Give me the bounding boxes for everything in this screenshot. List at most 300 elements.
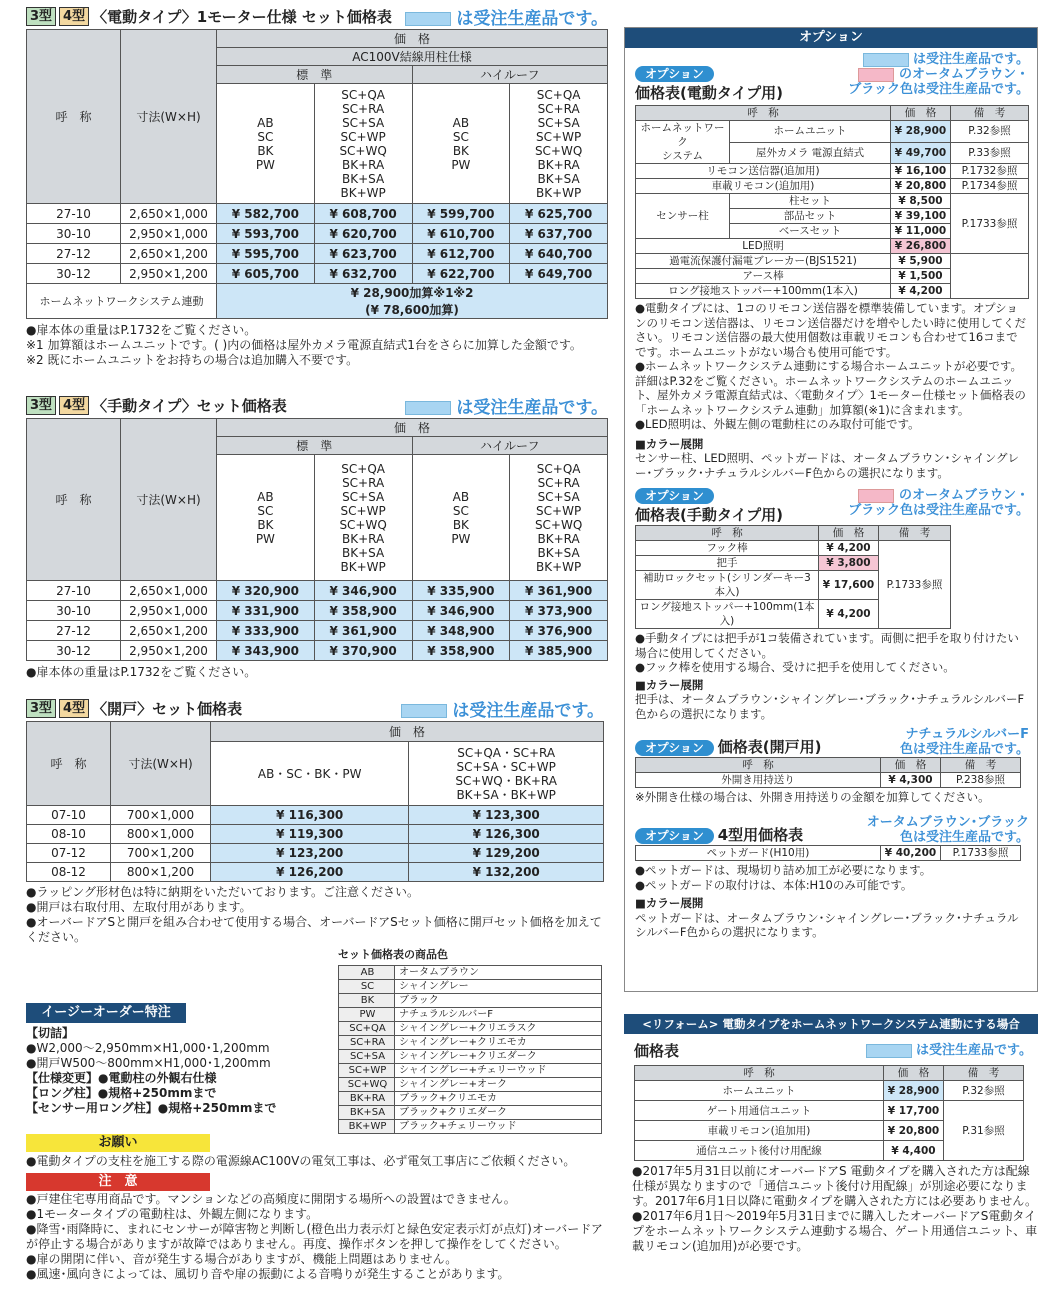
table-row: [339, 1064, 602, 1078]
table-cell: ¥ 3,800: [819, 556, 879, 571]
table-cell: ¥ 132,200: [409, 863, 604, 882]
table-row: [27, 244, 608, 264]
table-cell: P.1733参照: [941, 846, 1021, 861]
section-header: [26, 394, 608, 416]
made-to-order-swatch: [405, 401, 451, 415]
table-cell: ¥ 346,900: [314, 581, 412, 601]
table-cell: 27-12: [27, 244, 121, 264]
note-line: センサー柱、LED照明、ペットガードは、オータムブラウン･シャイングレー･ブラック･ナチュラルシルバーF色からの選択になります。: [635, 451, 1019, 480]
table-cell: BK+RA: [339, 1092, 395, 1106]
table-cell: ¥ 20,800: [891, 179, 951, 194]
table-cell: ¥ 348,900: [412, 621, 510, 641]
color-group-2: SC+QA SC+RA SC+SA SC+WP SC+WQ BK+RA BK+SA BK+WP: [314, 84, 412, 204]
table-cell: 寸法(W×H): [121, 419, 217, 581]
section-gate: [26, 697, 604, 945]
table-cell: ¥ 640,700: [510, 244, 608, 264]
table-cell: 30-12: [27, 264, 121, 284]
table-cell: ¥ 623,700: [314, 244, 412, 264]
table-row: [635, 1066, 1024, 1081]
note-line: ●1モータータイプの電動柱は、外観左側になります。: [26, 1207, 319, 1221]
note-line: ●W2,000～2,950mm×H1,000･1,200mm: [26, 1041, 270, 1055]
table-row: [636, 106, 1029, 121]
reform-notes: [624, 1164, 1038, 1254]
table-cell: 価 格: [891, 106, 951, 121]
request-text: ●電動タイプの支柱を施工する際の電源線AC100Vの電気工事は、必ず電気工事店にご依頼ください。: [26, 1154, 576, 1168]
table-cell: 08-12: [27, 863, 111, 882]
table-row: [635, 1101, 1024, 1121]
note-line: ●扉本体の重量はP.1732をご覧ください。: [26, 665, 257, 679]
type4-tag: 4型: [59, 7, 89, 26]
table-cell: ¥ 116,300: [211, 806, 409, 825]
option-pill: オプション: [635, 66, 714, 82]
table-cell: 800×1,000: [111, 825, 211, 844]
table-cell: ¥ 123,300: [409, 806, 604, 825]
pink-note: のオータムブラウン・: [898, 67, 1029, 82]
table-cell: ¥ 361,900: [510, 581, 608, 601]
table-cell: 備 考: [879, 526, 951, 541]
request-box: [26, 1134, 210, 1152]
section-header: [26, 5, 608, 27]
electric-option-title: 価格表(電動タイプ用): [635, 84, 783, 102]
table-cell: ¥ 126,200: [211, 863, 409, 882]
table-cell: シャイングレー+クリエモカ: [395, 1036, 602, 1050]
table-cell: 価 格: [819, 526, 879, 541]
table-cell: 過電流保護付漏電ブレーカー(BJS1521): [636, 254, 891, 269]
table-cell: ¥ 612,700: [412, 244, 510, 264]
table-cell: P.1734参照: [951, 179, 1029, 194]
table-cell: 価 格: [881, 758, 941, 773]
note-line: ●ペットガードは、現場切り詰め加工が必要になります。: [635, 863, 932, 877]
table-cell: ¥ 4,400: [884, 1141, 944, 1161]
table-cell: 価 格: [884, 1066, 944, 1081]
table-cell: 備 考: [941, 758, 1021, 773]
table-cell: ¥ 26,800: [891, 239, 951, 254]
table-cell: 2,950×1,000: [121, 224, 217, 244]
table-cell: ¥ 632,700: [314, 264, 412, 284]
note-line: ●LED照明は、外観左側の電動柱にのみ取付可能です。: [635, 417, 920, 431]
reform-title: 価格表: [634, 1042, 680, 1060]
note-line: 把手は、オータムブラウン･シャイングレー･ブラック･ナチュラルシルバーF色からの選択になります。: [635, 692, 1025, 721]
table-cell: 呼 称: [635, 1066, 884, 1081]
table-cell: ブラック+クリエモカ: [395, 1092, 602, 1106]
note-line: ●降雪･雨降時に、まれにセンサーが障害物と判断し(橙色出力表示灯と緑色安定表示灯が点灯)オーバードアが停止する場合がありますが故障ではありません。再度、操作ボタンを押して操作をしてください。: [26, 1222, 603, 1251]
table-row: [636, 254, 1029, 269]
table-cell: ¥ 16,100: [891, 164, 951, 179]
table-cell: ¥ 333,900: [217, 621, 315, 641]
table-cell: 備 考: [951, 106, 1029, 121]
table-cell: ¥ 28,900: [884, 1081, 944, 1101]
note-line: 【ロング柱】●規格+250mmまで: [26, 1086, 217, 1100]
table-cell: ¥ 361,900: [314, 621, 412, 641]
easy-order: [26, 1003, 186, 1023]
table-row: [339, 1008, 602, 1022]
table-row: [27, 224, 608, 244]
table-row: [339, 994, 602, 1008]
table-row: [636, 179, 1029, 194]
table-cell: ¥ 595,700: [217, 244, 315, 264]
table-cell: ¥ 39,100: [891, 209, 951, 224]
table-cell: ペットガード(H10用): [636, 846, 881, 861]
table-cell: SC+WP: [339, 1064, 395, 1078]
table-cell: ブラック: [395, 994, 602, 1008]
table-cell: ¥ 1,500: [891, 269, 951, 284]
note-line: ●2017年6月1日～2019年5月31日までに購入したオーバードアS電動タイプをホームネットワークシステム連動する場合、ゲート用通信ユニット、車載リモコン(追加用)が必要です。: [632, 1209, 1038, 1253]
type3-tag: 3型: [26, 7, 56, 26]
table-cell: ¥ 20,800: [884, 1121, 944, 1141]
made-to-order-note: は受注生産品です。: [456, 397, 608, 418]
table-cell: SC+WQ: [339, 1078, 395, 1092]
table-cell: 2,950×1,200: [121, 264, 217, 284]
table-row: [27, 641, 608, 661]
table-cell: 呼 称: [636, 758, 881, 773]
table-cell: ブラック+クリエダーク: [395, 1106, 602, 1120]
table-cell: SC: [339, 980, 395, 994]
table-cell: ¥ 123,200: [211, 844, 409, 863]
table-cell: ¥ 649,700: [510, 264, 608, 284]
table-cell: 呼 称: [636, 526, 819, 541]
note-line: ■カラー展開: [635, 436, 704, 451]
pink-swatch: [858, 489, 894, 503]
table-row: [27, 581, 608, 601]
table-cell: 備 考: [944, 1066, 1024, 1081]
table-row: [636, 758, 1021, 773]
table-row: [339, 1050, 602, 1064]
table-cell: シャイングレー+チェリーウッド: [395, 1064, 602, 1078]
table-cell: BK: [339, 994, 395, 1008]
table-row: [27, 30, 608, 48]
table-row: [27, 419, 608, 437]
table-cell: ブラック+チェリーウッド: [395, 1120, 602, 1134]
type3-tag: 3型: [26, 396, 56, 415]
table-cell: 2,650×1,000: [121, 204, 217, 224]
table-cell: ¥ 622,700: [412, 264, 510, 284]
section-title: 〈開戸〉セット価格表: [92, 699, 243, 718]
table-row: [27, 806, 604, 825]
pink-note-2: ブラック色は受注生産品です。: [848, 82, 1029, 97]
table-cell: 補助ロックセット(シリンダーキー3本入): [636, 571, 819, 600]
table-cell: 07-12: [27, 844, 111, 863]
table-row: [636, 121, 1029, 143]
table-row: [636, 846, 1021, 861]
table-cell: ホームユニット: [730, 121, 891, 143]
table-cell: 27-10: [27, 581, 121, 601]
table-cell: 700×1,200: [111, 844, 211, 863]
reform-header: <リフォーム> 電動タイプをホームネットワークシステム連動にする場合: [624, 1014, 1038, 1034]
table-cell: 700×1,000: [111, 806, 211, 825]
electric-option-table: [635, 105, 1029, 299]
made-to-order-note: は受注生産品です。: [456, 8, 608, 29]
made-to-order-swatch: [863, 53, 909, 67]
color-group-3: AB SC BK PW: [412, 84, 510, 204]
table-cell: SC+SA: [339, 1050, 395, 1064]
table-cell: ¥ 582,700: [217, 204, 315, 224]
section-header: [26, 697, 604, 719]
reform-section: <リフォーム> 電動タイプをホームネットワークシステム連動にする場合 価格表 は受注生産品です。 呼 称 価 格 備 考 ホームユニット ¥ 28,900 P.32参照 ゲート用通信ユニット ¥ 17,700 P.31参照 車載リモコン(追加用) ¥ 20,800 通信ユニット後付け用配線 ¥ 4,400 ●2017年5月31日以前にオーバードアS 電動タイプを購入された方は配線仕様が異なりますので「通信ユニット後付け用配線」が別途必要になります。2017年6月1日以降に電動タイプを購入された方には必要ありません。 ●2017年6月1日～2019年5月31日までに購入したオーバードアS電動タイプをホームネットワークシステム連動する場合、ゲート用通信ユニット、車載リモコン(追加用)が必要です。: [624, 1014, 1038, 1254]
section-electric: [26, 5, 608, 368]
home-network-row: [27, 284, 608, 319]
table-row: [27, 621, 608, 641]
table-cell: P.1732参照: [951, 164, 1029, 179]
pink-swatch: [858, 68, 894, 82]
note-line: ペットガードは、オータムブラウン･シャイングレー･ブラック･ナチュラルシルバーF色からの選択になります。: [635, 910, 1019, 939]
table-cell: 通信ユニット後付け用配線: [635, 1141, 884, 1161]
table-cell: AB: [339, 966, 395, 980]
table-cell: 27-10: [27, 204, 121, 224]
table-cell: オータムブラウン: [395, 966, 602, 980]
table-cell: 2,650×1,200: [121, 244, 217, 264]
table-cell: ¥ 358,900: [314, 601, 412, 621]
table-cell: ロング接地ストッパー+100mm(1本入): [636, 284, 891, 299]
made-to-order-swatch: [401, 704, 447, 718]
table-cell: 07-10: [27, 806, 111, 825]
table-cell: 把手: [636, 556, 819, 571]
col-price: 価 格: [217, 30, 608, 48]
table-cell: フック棒: [636, 541, 819, 556]
table-cell: SC+QA SC+RA SC+SA SC+WP SC+WQ BK+RA BK+SA BK+WP: [314, 455, 412, 581]
caution-list: [26, 1192, 606, 1282]
table-cell: ¥ 17,600: [819, 571, 879, 600]
note-line: ●ラッピング形材色は特に納期をいただいております。ご注意ください。: [26, 885, 420, 899]
table-cell: ¥ 4,200: [891, 284, 951, 299]
col-name: 呼 称: [27, 30, 121, 204]
gate-option-title: 価格表(開戸用): [717, 738, 822, 756]
table-row: [27, 825, 604, 844]
table-row: [339, 966, 602, 980]
table-cell: ¥ 358,900: [412, 641, 510, 661]
table-cell: [951, 254, 1029, 299]
table-cell: ホームユニット: [635, 1081, 884, 1101]
table-cell: 価 格: [217, 419, 608, 437]
table-cell: 27-12: [27, 621, 121, 641]
table-cell: シャイングレー+オーク: [395, 1078, 602, 1092]
manual-price-table: [26, 418, 608, 661]
note-line: 【仕様変更】●電動柱の外観右仕様: [26, 1071, 217, 1085]
table-cell: P.1733参照: [951, 194, 1029, 254]
table-cell: 呼 称: [27, 419, 121, 581]
table-cell: 柱セット: [730, 194, 891, 209]
table-cell: 2,950×1,200: [121, 641, 217, 661]
note-line: ●オーバードアSと開戸を組み合わせて使用する場合、オーバードアSセット価格に開戸セット価格を加えてください。: [26, 915, 602, 944]
gate-price-table: [26, 721, 604, 882]
gate-notes: [26, 885, 604, 945]
type4-option-notes: [635, 863, 1029, 940]
table-cell: P.33参照: [951, 142, 1029, 164]
table-cell: ¥ 49,700: [891, 142, 951, 164]
color-legend: [338, 946, 602, 1134]
manual-option-title: 価格表(手動タイプ用): [635, 506, 783, 524]
table-cell: ¥ 28,900加算※1※2 (¥ 78,600加算): [217, 284, 608, 319]
table-row: [27, 863, 604, 882]
table-cell: ¥ 4,200: [819, 600, 879, 629]
table-cell: 08-10: [27, 825, 111, 844]
table-cell: 車載リモコン(追加用): [636, 179, 891, 194]
table-cell: 呼 称: [636, 106, 891, 121]
table-cell: ¥ 17,700: [884, 1101, 944, 1121]
table-row: [27, 204, 608, 224]
table-row: [636, 164, 1029, 179]
table-cell: 2,950×1,000: [121, 601, 217, 621]
table-cell: 呼 称: [27, 722, 111, 806]
note-line: ■カラー展開: [635, 896, 704, 910]
manual-notes: [26, 665, 608, 680]
table-cell: AB・SC・BK・PW: [211, 742, 409, 806]
type3-tag: 3型: [26, 699, 56, 718]
easy-order-title: イージーオーダー特注: [26, 1003, 186, 1023]
table-cell: シャイングレー: [395, 980, 602, 994]
table-cell: ¥ 608,700: [314, 204, 412, 224]
table-cell: ¥ 370,900: [314, 641, 412, 661]
color-group-4: SC+QA SC+RA SC+SA SC+WP SC+WQ BK+RA BK+SA BK+WP: [510, 84, 608, 204]
table-row: [635, 1081, 1024, 1101]
table-cell: 30-10: [27, 224, 121, 244]
table-cell: P.1733参照: [879, 541, 951, 629]
col-sub: AC100V結線用柱仕様: [217, 48, 608, 66]
made-to-order-note: は受注生産品です。: [452, 700, 604, 721]
table-cell: ¥ 346,900: [412, 601, 510, 621]
table-cell: BK+WP: [339, 1120, 395, 1134]
table-cell: SC+QA・SC+RA SC+SA・SC+WP SC+WQ・BK+RA BK+SA・BK+WP: [409, 742, 604, 806]
table-cell: LED照明: [636, 239, 891, 254]
table-cell: 車載リモコン(追加用): [635, 1121, 884, 1141]
table-cell: ロング接地ストッパー+100mm(1本入): [636, 600, 819, 629]
table-cell: SC+QA SC+RA SC+SA SC+WP SC+WQ BK+RA BK+SA BK+WP: [510, 455, 608, 581]
option-pill: オプション: [635, 740, 714, 756]
note-line: ■カラー展開: [635, 677, 704, 692]
option-pill: オプション: [635, 488, 714, 504]
caution-box: [26, 1173, 210, 1191]
note-line: ※1 加算額はホームユニットです。( )内の価格は屋外カメラ電源直結式1台をさらに加算した金額です。: [26, 338, 582, 352]
table-cell: ¥ 620,700: [314, 224, 412, 244]
table-cell: 外開き用持送り: [636, 773, 881, 788]
table-cell: 30-12: [27, 641, 121, 661]
table-row: [27, 844, 604, 863]
table-cell: PW: [339, 1008, 395, 1022]
note-line: ●2017年5月31日以前にオーバードアS 電動タイプを購入された方は配線仕様が異なりますので「通信ユニット後付け用配線」が別途必要になります。2017年6月1日以降に電動タイプを購入された方には必要ありません。: [632, 1164, 1037, 1208]
note-line: ●扉の開閉に伴い、音が発生する場合がありますが、機能上問題はありません。: [26, 1252, 458, 1266]
table-row: [636, 526, 951, 541]
option-header: オプション: [625, 28, 1037, 48]
table-cell: ¥ 119,300: [211, 825, 409, 844]
easy-order-list: [26, 1026, 331, 1116]
table-cell: ¥ 129,200: [409, 844, 604, 863]
table-cell: ¥ 126,300: [409, 825, 604, 844]
type4-tag: 4型: [59, 699, 89, 718]
table-cell: ¥ 343,900: [217, 641, 315, 661]
table-cell: リモコン送信器(追加用): [636, 164, 891, 179]
table-row: [636, 773, 1021, 788]
type4-option-title: 4型用価格表: [717, 826, 804, 844]
table-cell: ¥ 320,900: [217, 581, 315, 601]
table-cell: ¥ 625,700: [510, 204, 608, 224]
table-cell: ¥ 40,200: [881, 846, 941, 861]
gate-option-note: ※外開き仕様の場合は、外開き用持送りの金額を加算してください。: [635, 790, 990, 804]
note-line: ●フック棒を使用する場合、受けに把手を使用してください。: [635, 660, 955, 674]
col-high: ハイルーフ: [412, 66, 608, 84]
table-cell: 価 格: [211, 722, 604, 742]
table-cell: SC+QA: [339, 1022, 395, 1036]
table-cell: シャイングレー+クリエダーク: [395, 1050, 602, 1064]
manual-option-table: [635, 525, 951, 629]
electric-notes: [26, 323, 608, 368]
table-cell: ¥ 376,900: [510, 621, 608, 641]
table-cell: ゲート用通信ユニット: [635, 1101, 884, 1121]
table-cell: ナチュラルシルバーF: [395, 1008, 602, 1022]
table-cell: P.32参照: [944, 1081, 1024, 1101]
note-line: ●手動タイプには把手が1コ装備されています。両側に把手を取り付けたい場合に使用してください。: [635, 631, 1019, 660]
table-cell: 2,650×1,000: [121, 581, 217, 601]
made-to-order-note: は受注生産品です。: [913, 52, 1029, 67]
section-title: 〈電動タイプ〉1モーター仕様 セット価格表: [92, 7, 392, 26]
table-cell: 2,650×1,200: [121, 621, 217, 641]
table-cell: 30-10: [27, 601, 121, 621]
note-line: ●戸建住宅専用商品です。マンションなどの高頻度に開閉する場所への設置はできません。: [26, 1192, 516, 1206]
reform-table: [634, 1065, 1024, 1161]
note-line: ●開戸は右取付用、左取付用があります。: [26, 900, 252, 914]
note-line: ●開戸W500～800mm×H1,000･1,200mm: [26, 1056, 271, 1070]
type4-tag: 4型: [59, 396, 89, 415]
table-cell: ¥ 335,900: [412, 581, 510, 601]
table-cell: 部品セット: [730, 209, 891, 224]
table-cell: ハイルーフ: [412, 437, 608, 455]
table-cell: ¥ 373,900: [510, 601, 608, 621]
table-cell: 標 準: [217, 437, 413, 455]
table-cell: 屋外カメラ 電源直結式: [730, 142, 891, 164]
table-cell: ¥ 331,900: [217, 601, 315, 621]
legend-table: [338, 965, 602, 1134]
table-row: [339, 1106, 602, 1120]
table-row: [27, 264, 608, 284]
col-std: 標 準: [217, 66, 413, 84]
electric-option-notes: [635, 301, 1029, 480]
table-cell: ¥ 385,900: [510, 641, 608, 661]
table-cell: 800×1,200: [111, 863, 211, 882]
note-line: 【切詰】: [26, 1026, 75, 1040]
table-row: [636, 541, 951, 556]
section-manual: [26, 394, 608, 680]
color-group-1: AB SC BK PW: [217, 84, 315, 204]
section-title: 〈手動タイプ〉セット価格表: [92, 396, 287, 415]
electric-price-table: [26, 29, 608, 319]
table-cell: ¥ 605,700: [217, 264, 315, 284]
option-pill: オプション: [635, 828, 714, 844]
table-row: [339, 980, 602, 994]
note-line: ●扉本体の重量はP.1732をご覧ください。: [26, 323, 257, 337]
note-line: ●ホームネットワークシステム連動にする場合ホームユニットが必要です。詳細はP.32をご覧ください。ホームネットワークシステムのホームユニット、屋外カメラ電源直結式は、〈電動タイプ〉1モーター仕様セット価格表の「ホームネットワークシステム連動」加算額(※1)に含まれます。: [635, 359, 1026, 417]
table-cell: ¥ 11,000: [891, 224, 951, 239]
table-row: [636, 194, 1029, 209]
note-line: ●電動タイプには、1コのリモコン送信器を標準装備しています。オプションのリモコン送信器は、リモコン送信器だけを増やしたい時に使用してください。リモコン送信器の最大使用個数は車載リモコンも合わせて16コまでです。ホームユニットがない場合も使用可能です。: [635, 301, 1026, 359]
note-line: ●ペットガードの取付けは、本体:H10のみ可能です。: [635, 877, 913, 892]
note-line: ※2 既にホームユニットをお持ちの場合は追加購入不要です。: [26, 353, 359, 367]
gate-option-table: [635, 757, 1021, 788]
table-row: [339, 1092, 602, 1106]
table-row: [339, 1120, 602, 1134]
table-cell: ¥ 4,200: [819, 541, 879, 556]
table-row: [339, 1078, 602, 1092]
table-cell: ¥ 4,300: [881, 773, 941, 788]
table-cell: P.238参照: [941, 773, 1021, 788]
table-cell: AB SC BK PW: [412, 455, 510, 581]
table-cell: BK+SA: [339, 1106, 395, 1120]
table-cell: ¥ 599,700: [412, 204, 510, 224]
table-row: [339, 1022, 602, 1036]
made-to-order-swatch: [405, 12, 451, 26]
table-cell: ¥ 610,700: [412, 224, 510, 244]
note-line: 【センサー用ロング柱】●規格+250mmまで: [26, 1101, 277, 1115]
legend-title: セット価格表の商品色: [338, 948, 448, 961]
note-line: ●風速･風向きによっては、風切り音や扉の振動による音鳴りが発生することがあります。: [26, 1267, 510, 1281]
table-cell: センサー柱: [636, 194, 730, 239]
